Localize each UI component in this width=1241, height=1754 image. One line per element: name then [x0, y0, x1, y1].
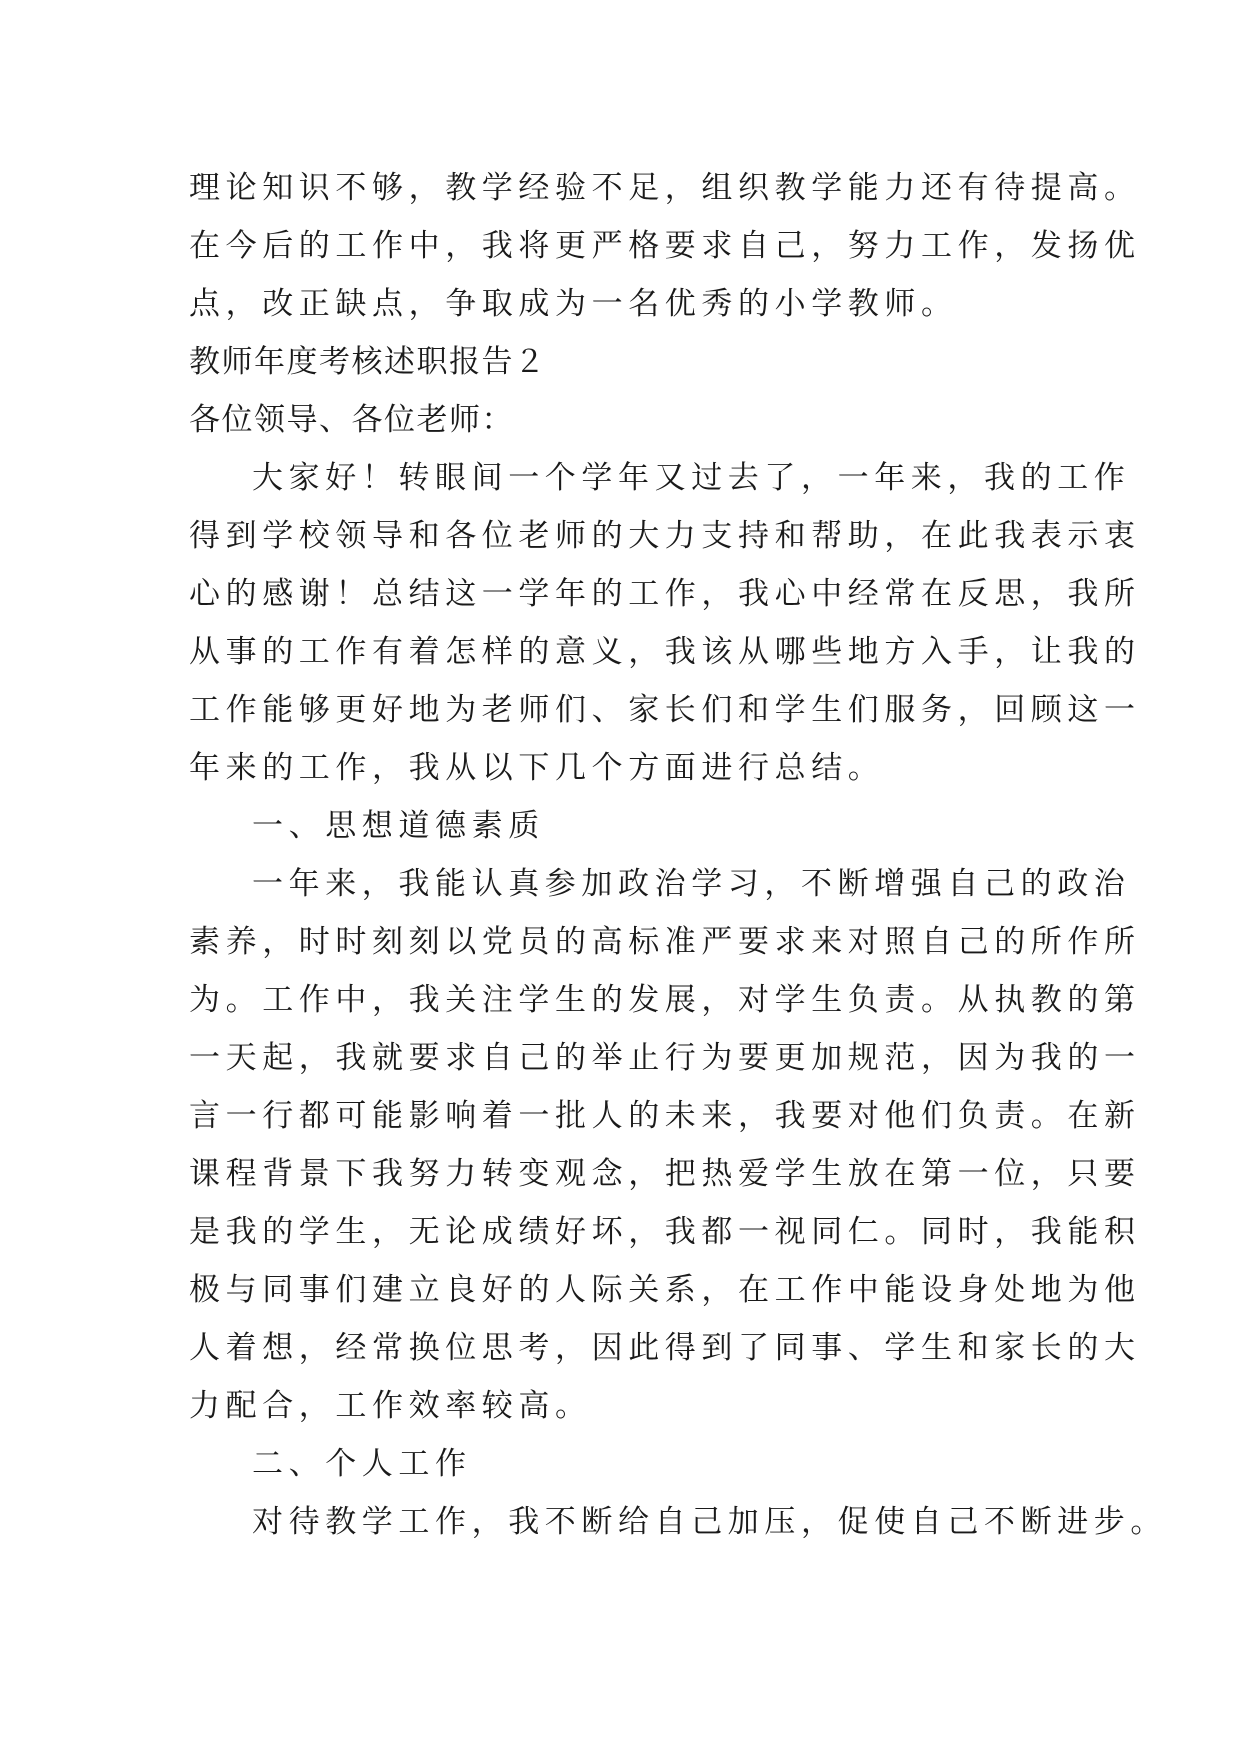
body-text-line: 人着想，经常换位思考，因此得到了同事、学生和家长的大 [189, 1330, 1141, 1366]
body-text-line: 点，改正缺点，争取成为一名优秀的小学教师。 [189, 286, 958, 322]
section-title: 教师年度考核述职报告２ [189, 344, 547, 380]
body-text-line: 课程背景下我努力转变观念，把热爱学生放在第一位，只要 [189, 1156, 1141, 1192]
body-text-line: 工作能够更好地为老师们、家长们和学生们服务，回顾这一 [189, 692, 1141, 728]
body-text-line: 理论知识不够，教学经验不足，组织教学能力还有待提高。 [189, 170, 1141, 206]
body-text-line: 言一行都可能影响着一批人的未来，我要对他们负责。在新 [189, 1098, 1141, 1134]
body-text-line: 力配合，工作效率较高。 [189, 1388, 592, 1424]
paragraph-first-line: 一年来，我能认真参加政治学习，不断增强自己的政治 [252, 866, 1131, 902]
paragraph-first-line: 对待教学工作，我不断给自己加压，促使自己不断进步。 [252, 1504, 1167, 1540]
paragraph-first-line: 大家好！转眼间一个学年又过去了，一年来，我的工作 [252, 460, 1131, 496]
body-text-line: 素养，时时刻刻以党员的高标准严要求来对照自己的所作所 [189, 924, 1141, 960]
body-text-line: 年来的工作，我从以下几个方面进行总结。 [189, 750, 885, 786]
body-text-line: 是我的学生，无论成绩好坏，我都一视同仁。同时，我能积 [189, 1214, 1141, 1250]
section-heading: 一、思想道德素质 [252, 808, 545, 844]
section-heading: 二、个人工作 [252, 1446, 472, 1482]
body-text-line: 为。工作中，我关注学生的发展，对学生负责。从执教的第 [189, 982, 1141, 1018]
salutation: 各位领导、各位老师： [189, 402, 514, 438]
body-text-line: 在今后的工作中，我将更严格要求自己，努力工作，发扬优 [189, 228, 1141, 264]
body-text-line: 极与同事们建立良好的人际关系，在工作中能设身处地为他 [189, 1272, 1141, 1308]
body-text-line: 一天起，我就要求自己的举止行为要更加规范，因为我的一 [189, 1040, 1141, 1076]
body-text-line: 从事的工作有着怎样的意义，我该从哪些地方入手，让我的 [189, 634, 1141, 670]
body-text-line: 心的感谢！总结这一学年的工作，我心中经常在反思，我所 [189, 576, 1141, 612]
body-text-line: 得到学校领导和各位老师的大力支持和帮助，在此我表示衷 [189, 518, 1141, 554]
